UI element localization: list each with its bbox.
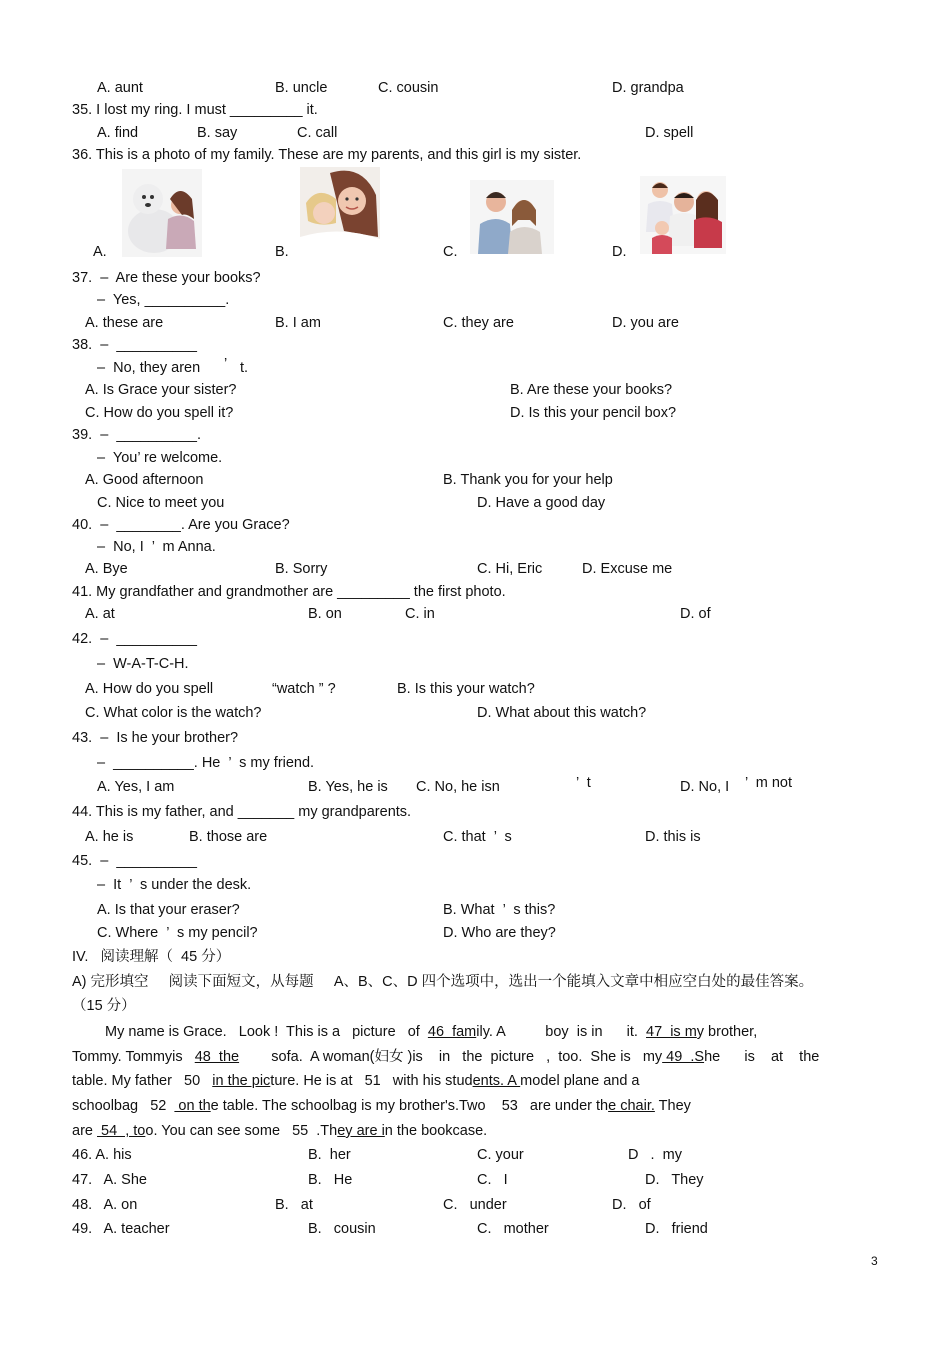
q36-option-d: D.	[612, 244, 627, 260]
q42-option-a: A. How do you spell	[85, 681, 214, 697]
q40-option-c: C. Hi, Eric	[477, 561, 543, 577]
photo-dog-and-girl	[122, 169, 202, 257]
q42-option-c: C. What color is the watch?	[85, 705, 262, 721]
q39-option-b: B. Thank you for your help	[443, 472, 613, 488]
q35-option-d: D. spell	[645, 125, 694, 141]
q43-option-b: B. Yes, he is	[308, 779, 388, 795]
q37-option-d: D. you are	[612, 315, 679, 331]
q38-option-b: B. Are these your books?	[510, 382, 673, 398]
q43-option-c-end: ’ t	[576, 775, 591, 791]
q39-option-d: D. Have a good day	[477, 495, 606, 511]
q42-stem: 42. – __________	[72, 631, 197, 647]
q42-option-d: D. What about this watch?	[477, 705, 647, 721]
q39-option-c: C. Nice to meet you	[97, 495, 225, 511]
q43-reply: – __________. He ’ s my friend.	[97, 755, 315, 771]
q46-option-a: 46. A. his	[72, 1147, 132, 1163]
q36-option-b: B.	[275, 244, 289, 260]
q38-stem: 38. – __________	[72, 337, 197, 353]
q35-option-c: C. call	[297, 125, 338, 141]
q45-option-a: A. Is that your eraser?	[97, 902, 240, 918]
q42-reply: – W-A-T-C-H.	[97, 656, 189, 672]
photo-family-of-four	[640, 176, 726, 254]
q41-option-c: C. in	[405, 606, 435, 622]
q47-option-a: 47. A. She	[72, 1172, 147, 1188]
q36-stem: 36. This is a photo of my family. These are my parents, and this girl is my sister.	[72, 147, 582, 163]
q44-option-d: D. this is	[645, 829, 701, 845]
q38-option-a: A. Is Grace your sister?	[85, 382, 237, 398]
q40-stem: 40. – ________. Are you Grace?	[72, 517, 290, 533]
q46-option-d: D . my	[628, 1147, 682, 1163]
q44-option-b: B. those are	[189, 829, 268, 845]
q35-option-b: B. say	[197, 125, 238, 141]
q34-option-b: B. uncle	[275, 80, 328, 96]
q37-reply: – Yes, __________.	[97, 292, 230, 308]
q43-option-d-end: ’ m not	[745, 775, 793, 791]
q36-option-c: C.	[443, 244, 458, 260]
q46-option-b: B. her	[308, 1147, 351, 1163]
section-instructions: A) 完形填空 阅读下面短文，从每题 A、B、C、D 四个选项中，选出一个能填入文章中相应空白处的最佳答案。	[72, 974, 814, 990]
q49-option-b: B. cousin	[308, 1221, 376, 1237]
q47-option-c: C. I	[477, 1172, 508, 1188]
q44-option-a: A. he is	[85, 829, 134, 845]
q35-stem: 35. I lost my ring. I must _________ it.	[72, 102, 318, 118]
q38-option-d: D. Is this your pencil box?	[510, 405, 677, 421]
q46-option-c: C. your	[477, 1147, 524, 1163]
q39-stem: 39. – __________.	[72, 427, 202, 443]
passage-line-5: are 54 , too. You can see some 55 .They are in the bookcase.	[72, 1123, 488, 1139]
q38-reply-apostrophe: ’	[224, 356, 228, 372]
q43-stem: 43. – Is he your brother?	[72, 730, 239, 746]
q42-option-b: B. Is this your watch?	[397, 681, 535, 697]
q48-option-d: D. of	[612, 1197, 651, 1213]
q49-option-a: 49. A. teacher	[72, 1221, 170, 1237]
q39-option-a: A. Good afternoon	[85, 472, 204, 488]
passage-line-3: table. My father 50 in the picture. He is at 51 with his students. A model plane and a	[72, 1073, 640, 1089]
q38-reply-end: t.	[240, 360, 249, 376]
q36-option-a: A.	[93, 244, 107, 260]
q35-option-a: A. find	[97, 125, 139, 141]
q39-reply: – You’ re welcome.	[97, 450, 223, 466]
q40-option-a: A. Bye	[85, 561, 128, 577]
q48-option-a: 48. A. on	[72, 1197, 138, 1213]
q41-option-a: A. at	[85, 606, 115, 622]
q44-option-c: C. that ’ s	[443, 829, 512, 845]
q43-option-c: C. No, he isn	[416, 779, 500, 795]
photo-mother-and-daughter	[300, 167, 380, 255]
q42-option-a-word: “watch ” ?	[272, 681, 336, 697]
passage-line-1: My name is Grace. Look ! This is a picture of 46 family. A boy is in it. 47 is my brother,	[105, 1024, 758, 1040]
q34-option-a: A. aunt	[97, 80, 143, 96]
q45-option-b: B. What ’ s this?	[443, 902, 556, 918]
q37-option-c: C. they are	[443, 315, 514, 331]
q41-option-d: D. of	[680, 606, 711, 622]
q37-option-a: A. these are	[85, 315, 164, 331]
q44-stem: 44. This is my father, and _______ my grandparents.	[72, 804, 412, 820]
q47-option-d: D. They	[645, 1172, 704, 1188]
q43-option-a: A. Yes, I am	[97, 779, 175, 795]
q48-option-b: B. at	[275, 1197, 313, 1213]
passage-line-4: schoolbag 52 on the table. The schoolbag is my brother's.Two 53 are under the chair. They	[72, 1098, 691, 1114]
q41-stem: 41. My grandfather and grandmother are _________ the first photo.	[72, 584, 506, 600]
q45-stem: 45. – __________	[72, 853, 197, 869]
section-heading: IV. 阅读理解（ 45 分）	[72, 949, 231, 965]
q48-option-c: C. under	[443, 1197, 507, 1213]
q40-option-b: B. Sorry	[275, 561, 328, 577]
page-number: 3	[871, 1254, 878, 1268]
q41-option-b: B. on	[308, 606, 342, 622]
q47-option-b: B. He	[308, 1172, 353, 1188]
q38-option-c: C. How do you spell it?	[85, 405, 234, 421]
q40-option-d: D. Excuse me	[582, 561, 673, 577]
photo-man-and-woman	[470, 180, 554, 254]
q37-stem: 37. – Are these your books?	[72, 270, 261, 286]
passage-line-2: Tommy. Tommyis 48 the sofa. A woman(妇女 )is in the picture , too. She is my 49 .She is at the	[72, 1049, 820, 1065]
q37-option-b: B. I am	[275, 315, 321, 331]
q43-option-d: D. No, I	[680, 779, 730, 795]
q38-reply: – No, they aren	[97, 360, 201, 376]
q40-reply: – No, I ’ m Anna.	[97, 539, 216, 555]
q45-reply: – It ’ s under the desk.	[97, 877, 252, 893]
q45-option-d: D. Who are they?	[443, 925, 556, 941]
q49-option-c: C. mother	[477, 1221, 549, 1237]
q45-option-c: C. Where ’ s my pencil?	[97, 925, 258, 941]
q49-option-d: D. friend	[645, 1221, 708, 1237]
q34-option-d: D. grandpa	[612, 80, 684, 96]
q34-option-c: C. cousin	[378, 80, 439, 96]
section-score: （15 分）	[72, 998, 136, 1014]
